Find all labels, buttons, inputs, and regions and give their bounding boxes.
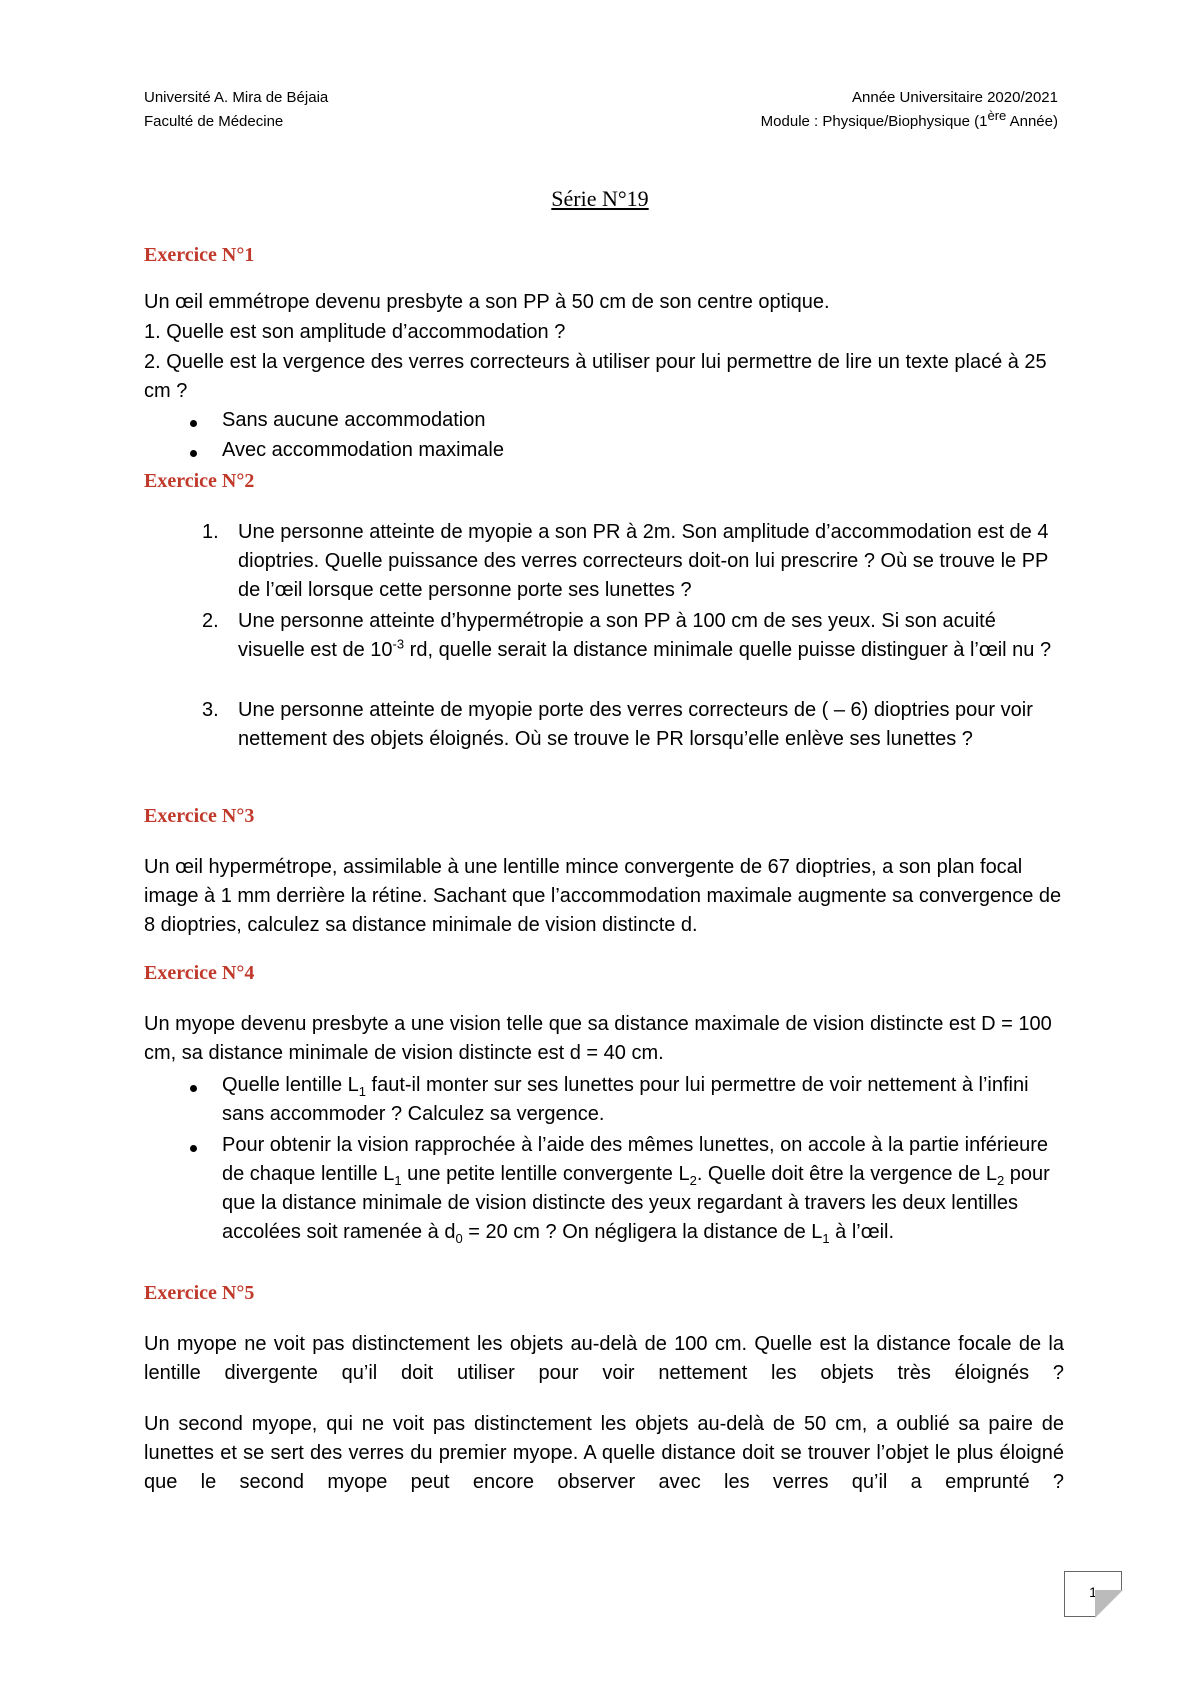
academic-year: Année Universitaire 2020/2021 xyxy=(852,89,1058,106)
exercise-1-bullet-1: Sans aucune accommodation xyxy=(222,409,486,431)
exercise-4-intro: Un myope devenu presbyte a une vision telle que sa distance maximale de vision distincte est D = 100 cm, sa distance minimale de vision distincte est d = 40 cm. xyxy=(144,1013,1052,1064)
exercise-1-bullet-2: Avec accommodation maximale xyxy=(222,439,504,461)
exercise-5-heading: Exercice N°5 xyxy=(144,1282,255,1304)
exercise-2-item-2: Une personne atteinte d’hypermétropie a son PP à 100 cm de ses yeux. Si son acuité visuelle est de $10^{-3}$ rd, quelle serait la distance minimale quelle puisse distinguer à l’œil nu ? xyxy=(238,610,1052,661)
exercise-2-item-3: Une personne atteinte de myopie porte des verres correcteurs de ( – 6) dioptries pour voir nettement des objets éloignés. Où se trouve le PR lorsqu’elle enlève ses lunettes ? xyxy=(238,699,1033,750)
exercise-1-intro: Un œil emmétrope devenu presbyte a son PP à 50 cm de son centre optique. xyxy=(144,291,830,313)
bullet-icon xyxy=(190,1145,197,1152)
exercise-3-heading: Exercice N°3 xyxy=(144,805,255,827)
header-left xyxy=(144,86,328,134)
exercise-1-question-1: 1. Quelle est son amplitude d’accommodation ? xyxy=(144,321,566,343)
exercise-2-heading: Exercice N°2 xyxy=(144,470,255,492)
folded-corner-icon xyxy=(1095,1590,1123,1618)
exercise-4-heading: Exercice N°4 xyxy=(144,962,255,984)
exercise-2-item-2-number: 2. xyxy=(202,610,219,632)
exercise-1-question-2: 2. Quelle est la vergence des verres correcteurs à utiliser pour lui permettre de lire un texte placé à 25 cm ? xyxy=(144,351,1047,402)
page-number: 1 xyxy=(1089,1584,1097,1600)
exercise-2-item-1-number: 1. xyxy=(202,521,219,543)
exercise-4-bullet-2: Pour obtenir la vision rapprochée à l’aide des mêmes lunettes, on accole à la partie inférieure de chaque lentille $L_1$ une petite lentille convergente $L_2$. Quelle doit être la vergence de $L_2$ pour que la distance minimale de vision distincte des yeux regardant à travers les deux lentilles accolées soit ramenée à $d_0 = 20$ cm ? On négligera la distance de $L_1$ à l’œil. xyxy=(222,1134,1050,1246)
header-right xyxy=(761,86,1058,134)
exercise-5-paragraph-2: Un second myope, qui ne voit pas distinctement les objets au-delà de 50 cm, a oublié sa paire de lunettes et se sert des verres du premier myope. A quelle distance doit se trouver l’objet le plus éloigné que le second myope peut encore observer avec les verres qu’il a emprunté ? xyxy=(144,1413,1064,1493)
exercise-4-bullet-1: Quelle lentille $L_1$ faut-il monter sur ses lunettes pour lui permettre de voir nettement à l’infini sans accommoder ? Calculez sa vergence. xyxy=(222,1074,1029,1125)
university-name: Université A. Mira de Béjaia xyxy=(144,89,329,106)
bullet-icon xyxy=(190,420,197,427)
exercise-3-text: Un œil hypermétrope, assimilable à une lentille mince convergente de 67 dioptries, a son plan focal image à 1 mm derrière la rétine. Sachant que l’accommodation maximale augmente sa convergence de 8 dioptries, calculez sa distance minimale de vision distincte d. xyxy=(144,856,1062,936)
module-name: Module : Physique/Biophysique (1ère Année) xyxy=(760,108,1058,130)
exercise-2-item-3-number: 3. xyxy=(202,699,219,721)
page-number-box xyxy=(1064,1571,1122,1617)
exercise-5-paragraph-1: Un myope ne voit pas distinctement les objets au-delà de 100 cm. Quelle est la distance focale de la lentille divergente qu’il doit utiliser pour voir nettement les objets très éloignés ? xyxy=(144,1333,1064,1384)
page-title: Série N°19 xyxy=(551,186,649,211)
bullet-icon xyxy=(190,1085,197,1092)
exercise-1-heading: Exercice N°1 xyxy=(144,244,255,266)
exercise-2-item-1: Une personne atteinte de myopie a son PR à 2m. Son amplitude d’accommodation est de 4 dioptries. Quelle puissance des verres correcteurs doit-on lui prescrire ? Où se trouve le PP de l’œil lorsque cette personne porte ses lunettes ? xyxy=(238,521,1049,601)
faculty-name: Faculté de Médecine xyxy=(144,113,284,130)
bullet-icon xyxy=(190,450,197,457)
